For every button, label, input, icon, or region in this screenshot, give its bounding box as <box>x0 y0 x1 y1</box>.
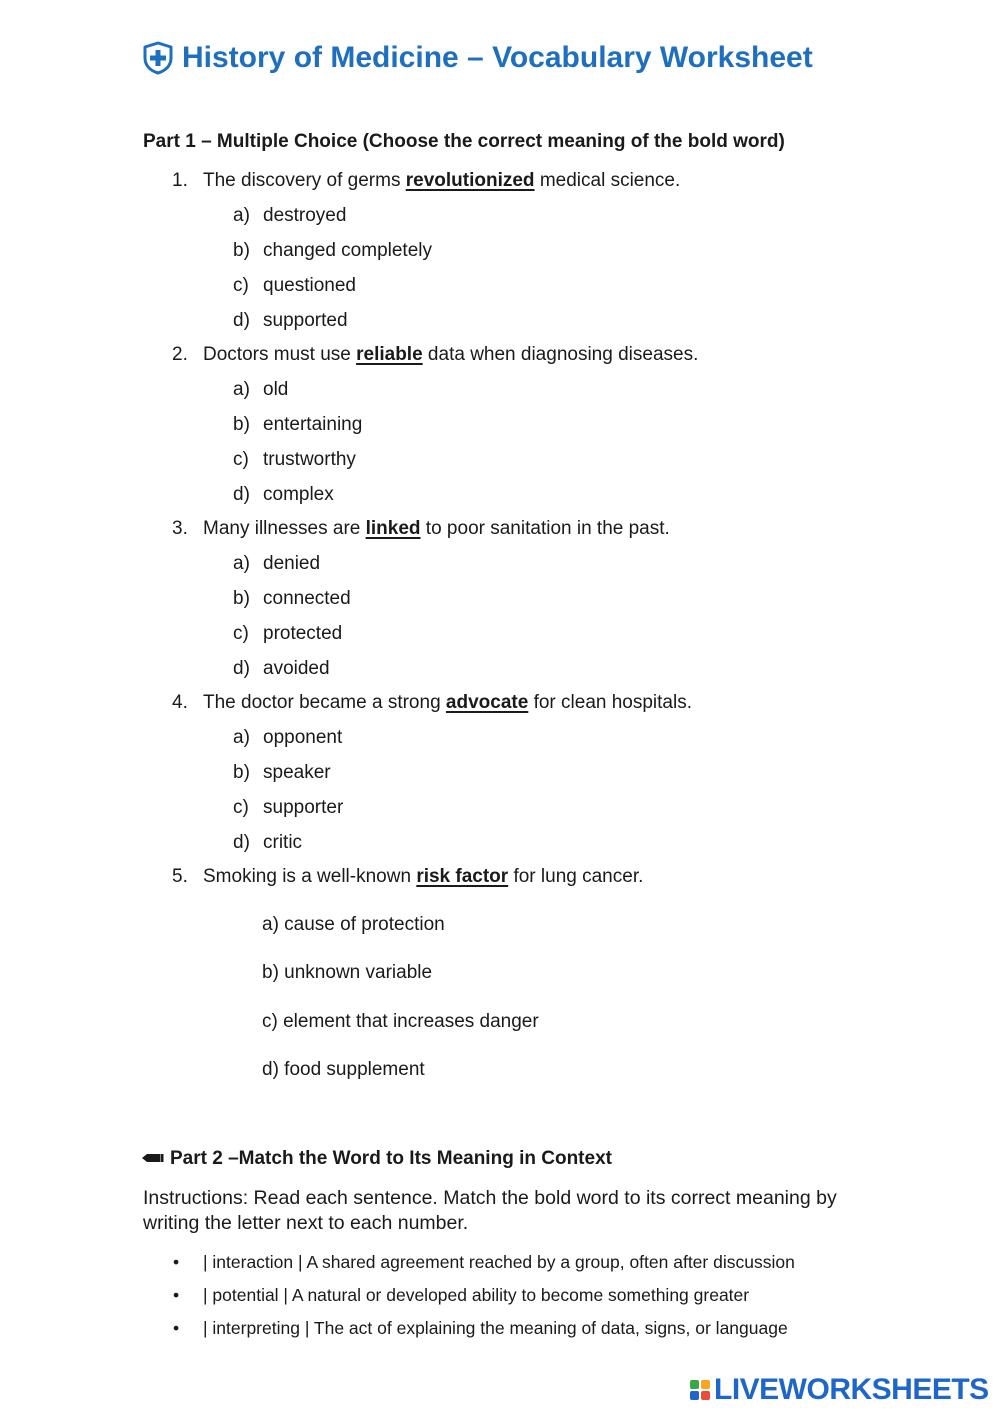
question-keyword: advocate <box>445 692 529 713</box>
question-keyword: risk factor <box>416 866 509 887</box>
logo-text: LIVEWORKSHEETS <box>714 1373 989 1406</box>
liveworksheets-logo-icon <box>690 1380 710 1400</box>
shield-plus-icon <box>142 41 174 75</box>
match-item-text: | interpreting | The act of explaining the meaning of data, signs, or language <box>203 1318 788 1338</box>
question-stem: Doctors must use reliable data when diagnosing diseases. <box>203 344 699 365</box>
liveworksheets-logo[interactable] <box>690 1374 989 1406</box>
bullet-icon: • <box>173 1318 180 1338</box>
worksheet-title-row <box>142 38 813 78</box>
question-keyword: revolutionized <box>405 170 535 191</box>
question-number: 4. <box>172 692 188 713</box>
pencil-icon <box>142 1148 164 1170</box>
question-stem: The discovery of germs revolutionized medical science. <box>203 170 681 191</box>
match-item-text: | potential | A natural or developed ability to become something greater <box>203 1285 750 1305</box>
option-5c[interactable]: c) element that increases danger <box>262 1011 539 1032</box>
option-5d[interactable]: d) food supplement <box>262 1059 425 1080</box>
question-keyword: linked <box>365 518 421 539</box>
option-5b[interactable]: b) unknown variable <box>262 962 433 983</box>
part2-instructions: Instructions: Read each sentence. Match the bold word to its correct meaning by writing the letter next to each number. <box>143 1187 837 1234</box>
question-keyword: reliable <box>356 344 423 365</box>
match-item-text: | interaction | A shared agreement reached by a group, often after discussion <box>203 1252 795 1272</box>
part1-heading: Part 1 – Multiple Choice (Choose the correct meaning of the bold word) <box>143 131 785 152</box>
question-number: 5. <box>172 866 188 887</box>
part2-heading-row <box>142 1148 612 1170</box>
bullet-icon: • <box>173 1285 180 1305</box>
question-stem: Many illnesses are linked to poor sanitation in the past. <box>203 518 670 539</box>
option-5a[interactable]: a) cause of protection <box>262 914 445 935</box>
bullet-icon: • <box>173 1252 180 1272</box>
question-stem: Smoking is a well-known risk factor for lung cancer. <box>203 866 644 887</box>
question-number: 3. <box>172 518 188 539</box>
question-number: 1. <box>172 170 188 191</box>
question-number: 2. <box>172 344 188 365</box>
question-stem: The doctor became a strong advocate for clean hospitals. <box>203 692 692 713</box>
page-title: History of Medicine – Vocabulary Worksheet <box>182 41 813 74</box>
part2-heading: Part 2 –Match the Word to Its Meaning in Context <box>170 1148 612 1169</box>
